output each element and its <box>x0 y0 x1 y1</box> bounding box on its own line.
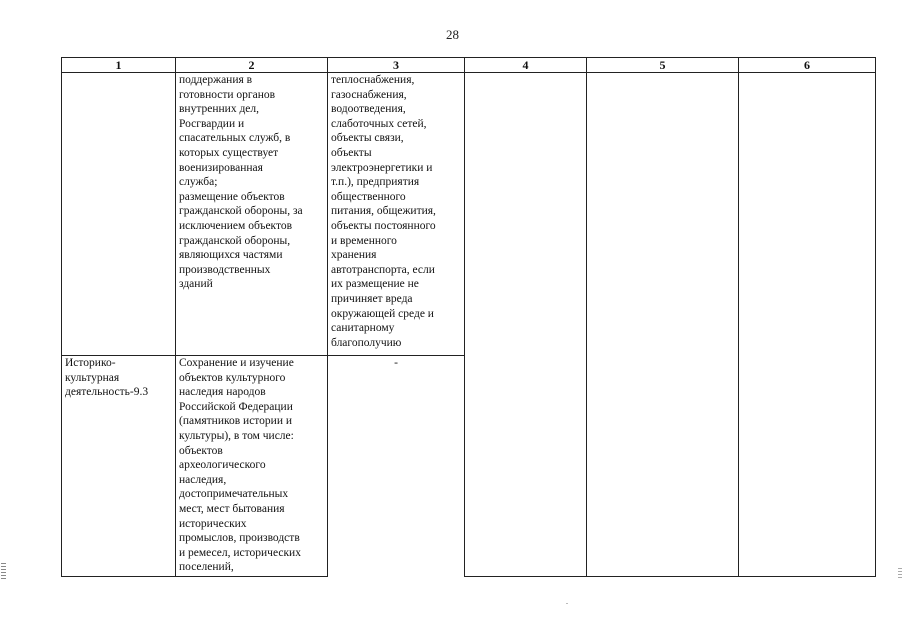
column-header-6: 6 <box>739 58 876 73</box>
column-header-4: 4 <box>465 58 587 73</box>
table-cell-col5 <box>587 73 739 577</box>
table-header-row <box>62 58 876 73</box>
table-cell-use-kind <box>62 73 176 356</box>
scan-artifact-dot <box>566 603 568 604</box>
column-header-3: 3 <box>328 58 465 73</box>
column-header-1: 1 <box>62 58 176 73</box>
page-number: 28 <box>446 27 459 42</box>
table-cell-description: Сохранение и изучение объектов культурного наследия народов Российской Федерации (памятников истории и культуры), в том числе: объектов археологического наследия, достопримечательных мест, мест бытования исторических промыслов, производств и ремесел, исторических поселений, <box>176 356 328 577</box>
column-header-2: 2 <box>176 58 328 73</box>
table-row <box>62 73 876 356</box>
table-cell-use-kind: Историко- культурная деятельность-9.3 <box>62 356 176 577</box>
scan-artifact-left <box>1 563 6 581</box>
column-header-5: 5 <box>587 58 739 73</box>
table-cell-col6 <box>739 73 876 577</box>
table-cell-col4 <box>465 73 587 577</box>
table-cell-auxiliary-uses: теплоснабжения, газоснабжения, водоотведения, слаботочных сетей, объекты связи, объекты электроэнергетики и т.п.), предприятия общественного питания, общежития, объекты постоянного и временного хранения автотранспорта, если их размещение не причиняет вреда окружающей среде и санитарному благополучию <box>328 73 465 356</box>
table-cell-auxiliary-uses: - <box>328 356 465 577</box>
table-cell-description: поддержания в готовности органов внутренних дел, Росгвардии и спасательных служб, в которых существует военизированная служба; размещение объектов гражданской обороны, за исключением объектов гражданской обороны, являющихся частями производственных зданий <box>176 73 328 356</box>
scan-artifact-right <box>898 568 902 580</box>
document-table <box>61 57 876 577</box>
